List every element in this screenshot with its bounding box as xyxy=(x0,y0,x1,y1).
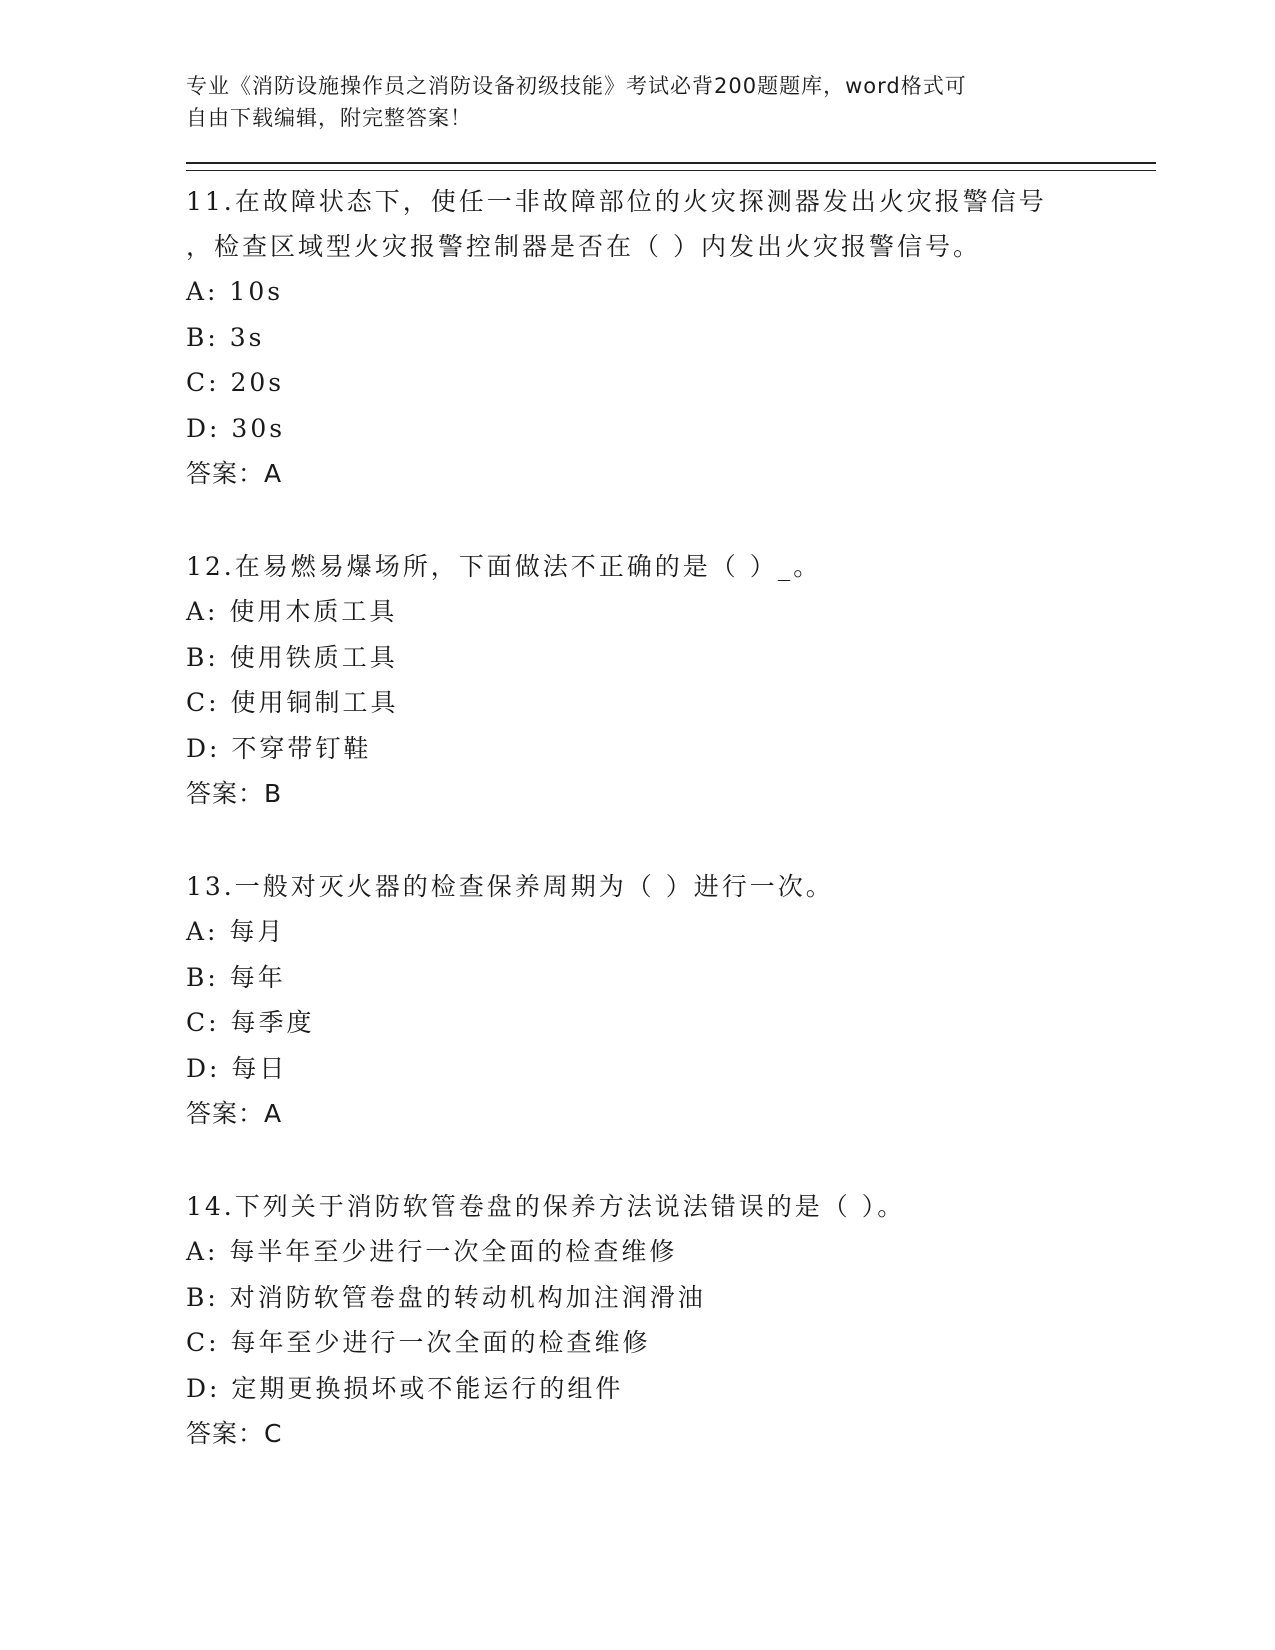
option-d: D: 30s xyxy=(186,413,286,443)
question-12 xyxy=(186,544,1156,817)
option-d: D: 每日 xyxy=(186,1053,288,1083)
option-a: A: 每半年至少进行一次全面的检查维修 xyxy=(186,1237,678,1266)
option-c: C: 每年至少进行一次全面的检查维修 xyxy=(186,1328,651,1357)
answer: 答案：A xyxy=(186,1099,283,1128)
header-line-2: 自由下载编辑，附完整答案！ xyxy=(186,106,472,130)
option-c: C: 使用铜制工具 xyxy=(186,688,399,717)
header-divider xyxy=(186,162,1156,171)
option-d: D: 定期更换损坏或不能运行的组件 xyxy=(186,1373,624,1403)
question-stem: 11.在故障状态下，使任一非故障部位的火灾探测器发出火灾报警信号 xyxy=(186,187,1047,216)
option-c: C: 每季度 xyxy=(186,1008,315,1037)
question-stem: 12.在易燃易爆场所，下面做法不正确的是（ ）_。 xyxy=(186,552,822,581)
question-11 xyxy=(186,179,1156,497)
option-c: C: 20s xyxy=(186,368,285,397)
question-stem-continued: ，检查区域型火灾报警控制器是否在（ ）内发出火灾报警信号。 xyxy=(186,232,981,261)
spacer xyxy=(186,497,1156,544)
question-stem: 14.下列关于消防软管卷盘的保养方法说法错误的是（ ）。 xyxy=(186,1192,906,1221)
question-stem: 13.一般对灭火器的检查保养周期为（ ）进行一次。 xyxy=(186,872,834,901)
option-a: A: 10s xyxy=(186,277,284,306)
document-header xyxy=(186,70,1156,134)
option-a: A: 每月 xyxy=(186,917,286,946)
option-b: B: 使用铁质工具 xyxy=(186,642,398,672)
option-b: B: 3s xyxy=(186,322,265,352)
answer: 答案：B xyxy=(186,779,283,808)
option-b: B: 每年 xyxy=(186,962,286,992)
option-d: D: 不穿带钉鞋 xyxy=(186,733,372,763)
question-13 xyxy=(186,864,1156,1137)
answer: 答案：A xyxy=(186,459,283,488)
question-14 xyxy=(186,1184,1156,1457)
spacer xyxy=(186,817,1156,864)
option-b: B: 对消防软管卷盘的转动机构加注润滑油 xyxy=(186,1282,706,1312)
spacer xyxy=(186,1137,1156,1184)
option-a: A: 使用木质工具 xyxy=(186,597,398,626)
header-line-1: 专业《消防设施操作员之消防设备初级技能》考试必背200题题库，word格式可 xyxy=(186,74,967,98)
answer: 答案：C xyxy=(186,1419,283,1448)
document-page xyxy=(186,70,1156,1457)
